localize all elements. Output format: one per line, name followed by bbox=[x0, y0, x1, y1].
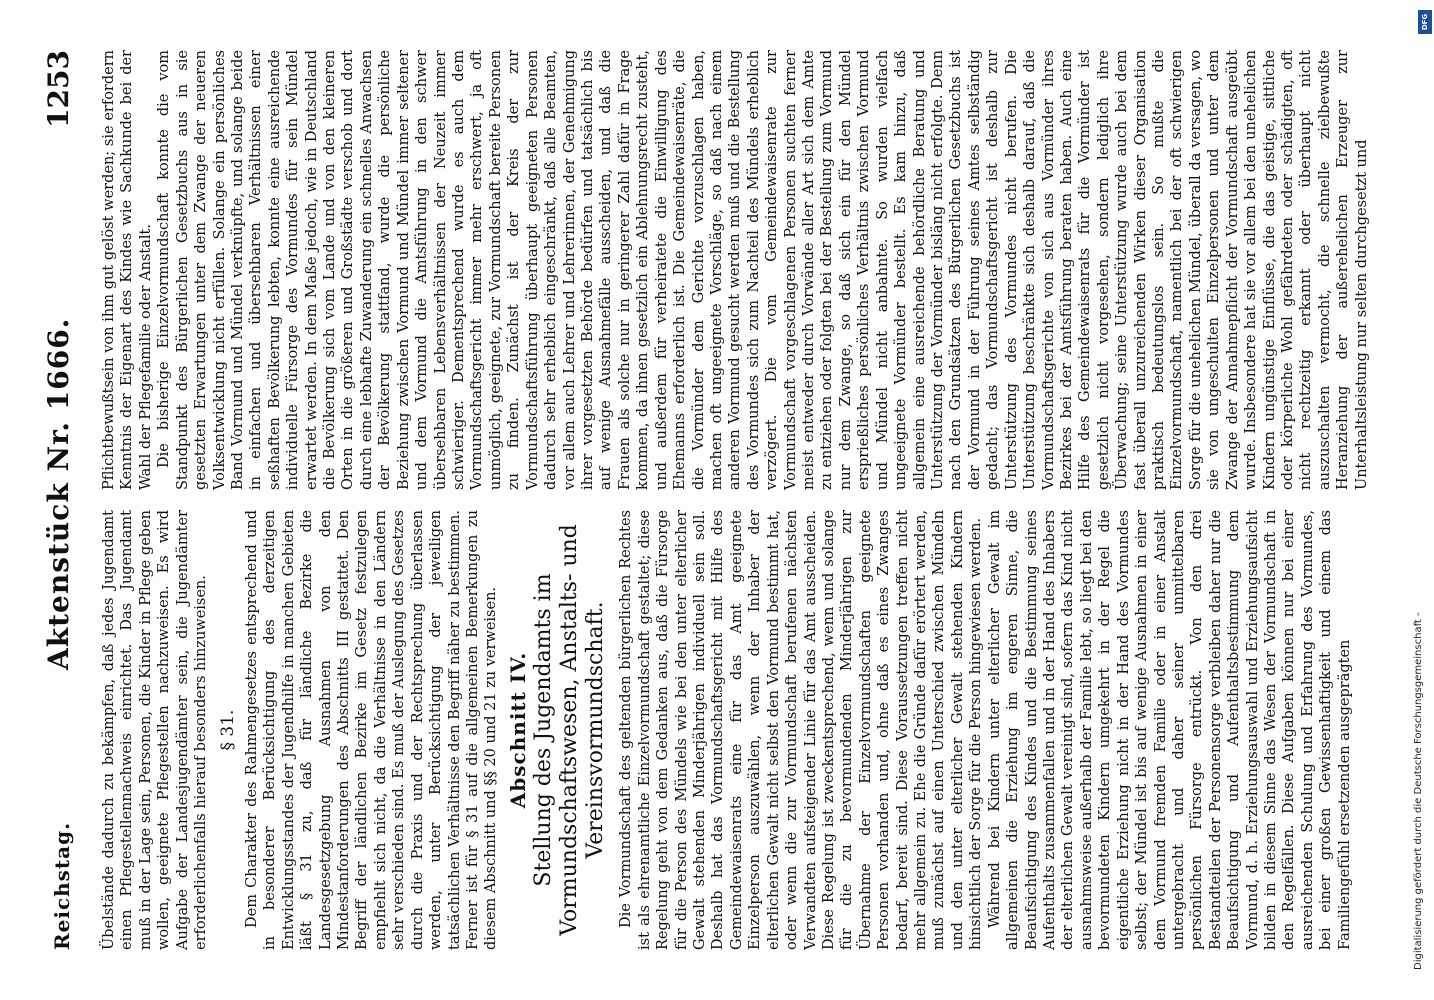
paragraph: Pflichtbewußtsein von ihm gut gelöst werden; sie erfordern Kenntnis der Eigenart des Kindes wie Sachkunde bei der Wahl der Pflegefamilie oder Anstalt. bbox=[101, 50, 154, 490]
header-reichstag: Reichstag. bbox=[50, 821, 74, 950]
section-subtitle: Stellung des Jugendamts im Vormundschaftswesen, Anstalts- und Vereinsvormundschaft. bbox=[531, 524, 609, 936]
paragraph: Während bei Kindern unter elterlicher Gewalt im allgemeinen die Erziehung im engeren Sinne, die Beaufsichtigung des Kindes und die Bestimmung seines Aufenthalts zusammenfallen und in der Hand des Inhabers der elterlichen Gewalt vereinigt sind, sofern das Kind nicht ausnahmsweise außerhalb der Familie lebt, so liegt bei den bevormundeten Kindern umgekehrt in der Regel die eigentliche Erziehung nicht in der Hand des Vormundes selbst; der Mündel ist bis auf wenige Ausnahmen in einer dem Vormund fremden Familie oder in einer Anstalt untergebracht und daher seiner unmittelbaren persönlichen Fürsorge entrückt. Von den drei Bestandteilen der Personensorge verbleiben daher nur die Beaufsichtigung und Aufenthaltsbestimmung dem Vormund, d. h. Erziehungsauswahl und Erziehungsaufsicht bilden in diesem Sinne das Wesen der Vormundschaft in den Regelfällen. Diese Aufgaben können nur bei einer ausreichenden Schulung und Erfahrung des Vormundes, bei einer großen Gewissenhaftigkeit und einem das Familiengefühl ersetzenden ausgeprägten bbox=[986, 510, 1353, 950]
page-number: 1253 bbox=[42, 50, 75, 128]
digitization-credit bbox=[1412, 10, 1426, 990]
paragraph: Übelstände dadurch zu bekämpfen, daß jedes Jugendamt einen Pflegestellennachweis einrichtet. Das Jugendamt muß in der Lage sein, Personen, die Kinder in Pflege geben wollen, geeignete Pflegestellen nachzuweisen. Es wird Aufgabe der Landesjugendämter sein, die Jugendämter erforderlichenfalls hierauf besonders hinzuweisen. bbox=[101, 510, 210, 950]
paragraph: Die Vormundschaft des geltenden bürgerlichen Rechtes ist als ehrenamtliche Einzelvormundschaft gestaltet; diese Regelung geht von dem Gedanken aus, daß die Fürsorge für die Person des Mündels wie bei den unter elterlicher Gewalt stehenden Minderjährigen individuell sein soll. Deshalb hat das Vormundschaftsgericht mit Hilfe des Gemeindewaisenrats eine für das Amt geeignete Einzelperson auszuwählen, wenn der Inhaber der elterlichen Gewalt nicht selbst den Vormund bestimmt hat, oder wenn die zur Vormundschaft berufenen nächsten Verwandten aufsteigender Linie für das Amt ausscheiden. Diese Regelung ist zweckentsprechend, wenn und solange für die zu bevormundenden Minderjährigen zur Übernahme der Einzelvormundschaften geeignete Personen vorhanden und, ohne daß es eines Zwanges bedarf, bereit sind. Diese Voraussetzungen treffen nicht mehr allgemein zu. Ehe die Gründe dafür erörtert werden, muß zunächst auf einen Unterschied zwischen Mündeln und den unter elterlicher Gewalt stehenden Kindern hinsichtlich der Sorge für die Person hingewiesen werden. bbox=[618, 510, 985, 950]
left-column bbox=[100, 510, 1354, 950]
right-column bbox=[100, 50, 1371, 490]
dfg-logo: DFG bbox=[1418, 10, 1432, 34]
section-title: Abschnitt IV. bbox=[505, 651, 530, 809]
section-mark: § 31. bbox=[217, 709, 238, 751]
paragraph: Dem Charakter des Rahmengesetzes entsprechend und in besonderer Berücksichtigung des derzeitigen Entwicklungsstandes der Jugendhilfe in manchen Gebieten läßt § 31 zu, daß für ländliche Bezirke die Landesgesetzgebung Ausnahmen von den Mindestanforderungen des Abschnitts III gestattet. Den Begriff der ländlichen Bezirke im Gesetz festzulegen empfiehlt sich nicht, da die Verhältnisse in den Ländern sehr verschieden sind. Es muß der Auslegung des Gesetzes durch die Praxis und der Rechtsprechung überlassen werden, unter Berücksichtigung der jeweiligen tatsächlichen Verhältnisse den Begriff näher zu bestimmen. Ferner ist für § 31 auf die allgemeinen Bemerkungen zu diesem Abschnitt und §§ 20 und 21 zu verweisen. bbox=[243, 510, 500, 950]
paragraph: Die bisherige Einzelvormundschaft konnte die vom Standpunkt des Bürgerlichen Gesetzbuchs aus in sie gesetzten Erwartungen unter dem Zwange der neueren Volksentwicklung nicht erfüllen. Solange ein persönliches Band Vormund und Mündel verknüpfte, und solange beide in einfachen und übersehbaren Verhältnissen einer seßhaften Bevölkerung lebten, konnte eine ausreichende individuelle Fürsorge des Vormundes für sein Mündel erwartet werden. In dem Maße jedoch, wie in Deutschland die Bevölkerung sich vom Lande und von den kleineren Orten in die größeren und Großstädte verschob und dort durch eine lebhafte Zuwanderung ein schnelles Anwachsen der Bevölkerung stattfand, wurde die persönliche Beziehung zwischen Vormund und Mündel immer seltener und dem Vormund die Amtsführung in den schwer übersehbaren Lebensverhältnissen der Neuzeit immer schwieriger. Dementsprechend wurde es auch dem Vormundschaftsgericht immer mehr erschwert, ja oft unmöglich, geeignete, zur Vormundschaft bereite Personen zu finden. Zunächst ist der Kreis der zur Vormundschaftsführung überhaupt geeigneten Personen dadurch sehr erheblich eingeschränkt, daß alle Beamten, vor allem auch Lehrer und Lehrerinnen, der Genehmigung ihrer vorgesetzten Behörde bedürfen und tatsächlich bis auf wenige Ausnahmefälle ausscheiden, und daß die Frauen als solche nur in geringerer Zahl dafür in Frage kommen, da ihnen gesetzlich ein Ablehnungsrecht zusteht, und außerdem für verheiratete die Einwilligung des Ehemanns erforderlich ist. Die Gemeindewaisenräte, die die Vormünder dem Gerichte vorzuschlagen haben, machen oft ungeeignete Vorschläge, so daß nach einem anderen Vormund gesucht werden muß und die Bestellung des Vormundes sich zum Nachteil des Mündels erheblich verzögert. Die vom Gemeindewaisenrate zur Vormundschaft vorgeschlagenen Personen suchten ferner meist entweder durch Vorwände aller Art sich dem Amte zu entziehen oder folgten bei der Bestellung zum Vormund nur dem Zwange, so daß sich ein für den Mündel ersprießliches persönliches Verhältnis zwischen Vormund und Mündel nicht anbahnte. So wurden vielfach ungeeignete Vormünder bestellt. Es kam hinzu, daß allgemein eine ausreichende behördliche Beratung und Unterstützung der Vormünder bisläng nicht erfolgte. Denn nach den Grundsätzen des Bürgerlichen Gesetzbuchs ist der Vormund in der Führung seines Amtes selbständig gedacht; das Vormundschaftsgericht ist deshalb zur Unterstützung des Vormundes nicht berufen. Die Unterstützung beschränkte sich deshalb darauf, daß die Vormundschaftsgerichte von sich aus Vormünder ihres Bezirkes bei der Amtsführung beraten haben. Auch eine Hilfe des Gemeindewaisenrats für die Vormünder ist gesetzlich nicht vorgesehen, sondern lediglich ihre Überwachung; seine Unterstützung wurde auch bei dem fast überall unzureichenden Wirken dieser Organisation praktisch bedeutungslos sein. So mußte die Einzelvormundschaft, namentlich bei der oft schwierigen Sorge für die unehelichen Mündel, überall da versagen, wo sie von ungeschulten Einzelpersonen und unter dem Zwange der Annahmepflicht der Vormundschaft ausgeübt wurde. Insbesondere hat sie vor allem bei den unehelichen Kindern ungünstige Einflüsse, die das geistige, sittliche oder körperliche Wohl gefährdeten oder schädigten, oft nicht rechtzeitig erkannt oder überhaupt nicht auszuschalten vermocht, die schnelle zielbewußte Heranziehung der außerehelichen Erzeuger zur Unterhaltsleistung nur selten durchgesetzt und bbox=[156, 50, 1370, 490]
credit-text: Digitalisierung gefördert durch die Deutsche Forschungsgemeinschaft - bbox=[1413, 612, 1424, 970]
page-header bbox=[40, 50, 80, 950]
header-document-number: Aktenstück Nr. 1666. bbox=[42, 317, 75, 670]
